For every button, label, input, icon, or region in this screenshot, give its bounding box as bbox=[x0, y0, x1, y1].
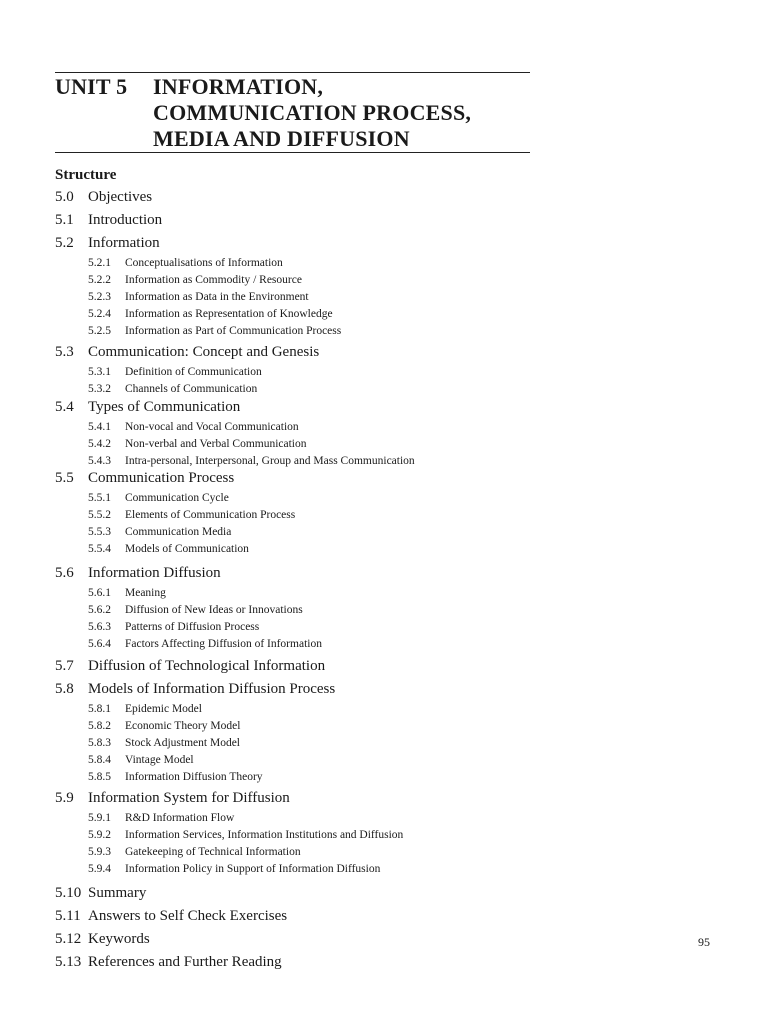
subsection-title: Definition of Communication bbox=[125, 366, 262, 378]
toc-subsection bbox=[88, 491, 229, 505]
subsection-number: 5.8.4 bbox=[88, 753, 111, 766]
toc-subsection bbox=[88, 290, 309, 304]
section-title: Diffusion of Technological Information bbox=[88, 658, 326, 674]
toc-section bbox=[55, 343, 319, 361]
section-number: 5.7 bbox=[55, 658, 74, 674]
subsection-number: 5.2.4 bbox=[88, 307, 111, 320]
subsection-number: 5.8.2 bbox=[88, 719, 111, 732]
subsection-number: 5.2.3 bbox=[88, 290, 111, 303]
subsection-number: 5.8.3 bbox=[88, 736, 111, 749]
subsection-title: Epidemic Model bbox=[125, 703, 202, 715]
section-title: Summary bbox=[88, 885, 147, 901]
toc-section bbox=[55, 398, 240, 416]
subsection-title: Information Policy in Support of Information Diffusion bbox=[125, 862, 381, 875]
subsection-title: Information as Data in the Environment bbox=[125, 290, 309, 303]
toc-section bbox=[55, 907, 287, 925]
toc-subsection bbox=[88, 508, 295, 522]
section-number: 5.5 bbox=[55, 470, 74, 486]
subsection-title: Communication Media bbox=[125, 525, 232, 538]
toc-subsection bbox=[88, 828, 403, 842]
toc-subsection bbox=[88, 862, 380, 876]
toc-subsection bbox=[88, 365, 262, 379]
toc-section bbox=[55, 211, 162, 229]
unit-title-line: MEDIA AND DIFFUSION bbox=[153, 126, 410, 151]
section-number: 5.8 bbox=[55, 681, 74, 697]
section-title: Keywords bbox=[88, 931, 150, 947]
subsection-number: 5.9.2 bbox=[88, 828, 111, 841]
toc-section bbox=[55, 188, 152, 206]
section-title: Answers to Self Check Exercises bbox=[88, 908, 288, 924]
subsection-title: R&D Information Flow bbox=[125, 812, 235, 824]
section-title: Information bbox=[88, 235, 160, 251]
toc-subsection bbox=[88, 753, 194, 767]
section-number: 5.6 bbox=[55, 565, 74, 581]
subsection-number: 5.8.1 bbox=[88, 703, 111, 715]
section-title: Information System for Diffusion bbox=[88, 790, 290, 806]
subsection-number: 5.5.1 bbox=[88, 492, 111, 504]
toc-subsection bbox=[88, 719, 240, 733]
subsection-number: 5.2.1 bbox=[88, 257, 111, 269]
subsection-title: Information as Part of Communication Process bbox=[125, 324, 342, 337]
section-number: 5.2 bbox=[55, 235, 74, 251]
toc-subsection bbox=[88, 256, 283, 270]
subsection-title: Gatekeeping of Technical Information bbox=[125, 845, 301, 858]
toc-subsection bbox=[88, 420, 299, 434]
toc-subsection bbox=[88, 525, 231, 539]
subsection-title: Information Diffusion Theory bbox=[125, 770, 263, 783]
toc-section bbox=[55, 930, 150, 948]
toc-section bbox=[55, 953, 282, 971]
subsection-number: 5.4.2 bbox=[88, 437, 111, 450]
toc-subsection bbox=[88, 437, 307, 451]
toc-subsection bbox=[88, 603, 303, 617]
toc-subsection bbox=[88, 770, 263, 784]
section-number: 5.1 bbox=[55, 212, 74, 228]
toc-section bbox=[55, 789, 290, 807]
page-number: 95 bbox=[698, 935, 710, 949]
subsection-number: 5.9.4 bbox=[88, 862, 111, 875]
toc-section bbox=[55, 234, 160, 252]
subsection-title: Meaning bbox=[125, 587, 166, 599]
subsection-number: 5.2.5 bbox=[88, 324, 111, 337]
subsection-title: Communication Cycle bbox=[125, 492, 229, 504]
subsection-title: Non-vocal and Vocal Communication bbox=[125, 421, 299, 433]
section-number: 5.0 bbox=[55, 189, 74, 205]
toc-section bbox=[55, 564, 221, 582]
toc-section bbox=[55, 884, 146, 902]
subsection-number: 5.6.3 bbox=[88, 620, 111, 633]
subsection-number: 5.2.2 bbox=[88, 273, 111, 286]
subsection-number: 5.6.2 bbox=[88, 603, 111, 616]
toc-subsection bbox=[88, 620, 259, 634]
toc-subsection bbox=[88, 382, 257, 396]
section-title: Objectives bbox=[88, 189, 153, 205]
subsection-number: 5.3.1 bbox=[88, 366, 111, 378]
toc-subsection bbox=[88, 845, 301, 859]
subsection-number: 5.3.2 bbox=[88, 382, 111, 395]
toc-subsection bbox=[88, 454, 415, 468]
unit-title bbox=[153, 74, 471, 152]
subsection-title: Channels of Communication bbox=[125, 382, 258, 395]
toc-subsection bbox=[88, 702, 202, 716]
section-title: Information Diffusion bbox=[88, 565, 221, 581]
subsection-title: Economic Theory Model bbox=[125, 719, 241, 732]
toc-subsection bbox=[88, 307, 333, 321]
toc-subsection bbox=[88, 324, 341, 338]
toc-subsection bbox=[88, 273, 302, 287]
bottom-rule bbox=[55, 152, 530, 153]
unit-title-line: COMMUNICATION PROCESS, bbox=[153, 100, 472, 125]
subsection-number: 5.9.1 bbox=[88, 812, 111, 824]
section-number: 5.13 bbox=[55, 954, 82, 970]
section-title: Communication: Concept and Genesis bbox=[88, 344, 320, 360]
toc-subsection bbox=[88, 736, 240, 750]
top-rule bbox=[55, 72, 530, 73]
subsection-title: Information as Commodity / Resource bbox=[125, 273, 302, 286]
subsection-number: 5.8.5 bbox=[88, 770, 111, 783]
subsection-title: Intra-personal, Interpersonal, Group and Mass Communication bbox=[125, 454, 415, 467]
unit-title-line: INFORMATION, bbox=[153, 74, 324, 99]
toc-section bbox=[55, 680, 335, 698]
toc-subsection bbox=[88, 811, 234, 825]
subsection-title: Conceptualisations of Information bbox=[125, 257, 283, 269]
subsection-number: 5.5.4 bbox=[88, 542, 111, 555]
subsection-number: 5.5.2 bbox=[88, 508, 111, 521]
section-number: 5.4 bbox=[55, 399, 74, 415]
subsection-number: 5.6.4 bbox=[88, 637, 111, 650]
section-title: Introduction bbox=[88, 212, 163, 228]
subsection-title: Vintage Model bbox=[125, 753, 194, 766]
section-title: Models of Information Diffusion Process bbox=[88, 681, 336, 697]
structure-heading: Structure bbox=[55, 167, 117, 183]
toc-subsection bbox=[88, 542, 249, 556]
section-number: 5.3 bbox=[55, 344, 74, 360]
subsection-title: Factors Affecting Diffusion of Information bbox=[125, 637, 322, 650]
subsection-title: Non-verbal and Verbal Communication bbox=[125, 437, 307, 450]
section-number: 5.9 bbox=[55, 790, 74, 806]
subsection-title: Elements of Communication Process bbox=[125, 508, 296, 521]
subsection-title: Patterns of Diffusion Process bbox=[125, 620, 260, 633]
subsection-number: 5.9.3 bbox=[88, 845, 111, 858]
subsection-number: 5.5.3 bbox=[88, 525, 111, 538]
section-title: References and Further Reading bbox=[88, 954, 282, 970]
toc-subsection bbox=[88, 586, 166, 600]
subsection-title: Information as Representation of Knowledge bbox=[125, 307, 333, 320]
subsection-title: Information Services, Information Institutions and Diffusion bbox=[125, 828, 404, 841]
toc-section bbox=[55, 469, 234, 487]
section-number: 5.10 bbox=[55, 885, 82, 901]
toc-subsection bbox=[88, 637, 322, 651]
section-title: Types of Communication bbox=[88, 399, 241, 415]
subsection-title: Diffusion of New Ideas or Innovations bbox=[125, 603, 303, 616]
toc-section bbox=[55, 657, 325, 675]
section-number: 5.12 bbox=[55, 931, 82, 947]
section-number: 5.11 bbox=[55, 908, 81, 924]
unit-label: UNIT 5 bbox=[55, 74, 128, 99]
subsection-title: Stock Adjustment Model bbox=[125, 736, 240, 749]
subsection-number: 5.4.3 bbox=[88, 454, 111, 467]
subsection-number: 5.4.1 bbox=[88, 421, 111, 433]
subsection-number: 5.6.1 bbox=[88, 587, 111, 599]
section-title: Communication Process bbox=[88, 470, 235, 486]
subsection-title: Models of Communication bbox=[125, 542, 249, 555]
